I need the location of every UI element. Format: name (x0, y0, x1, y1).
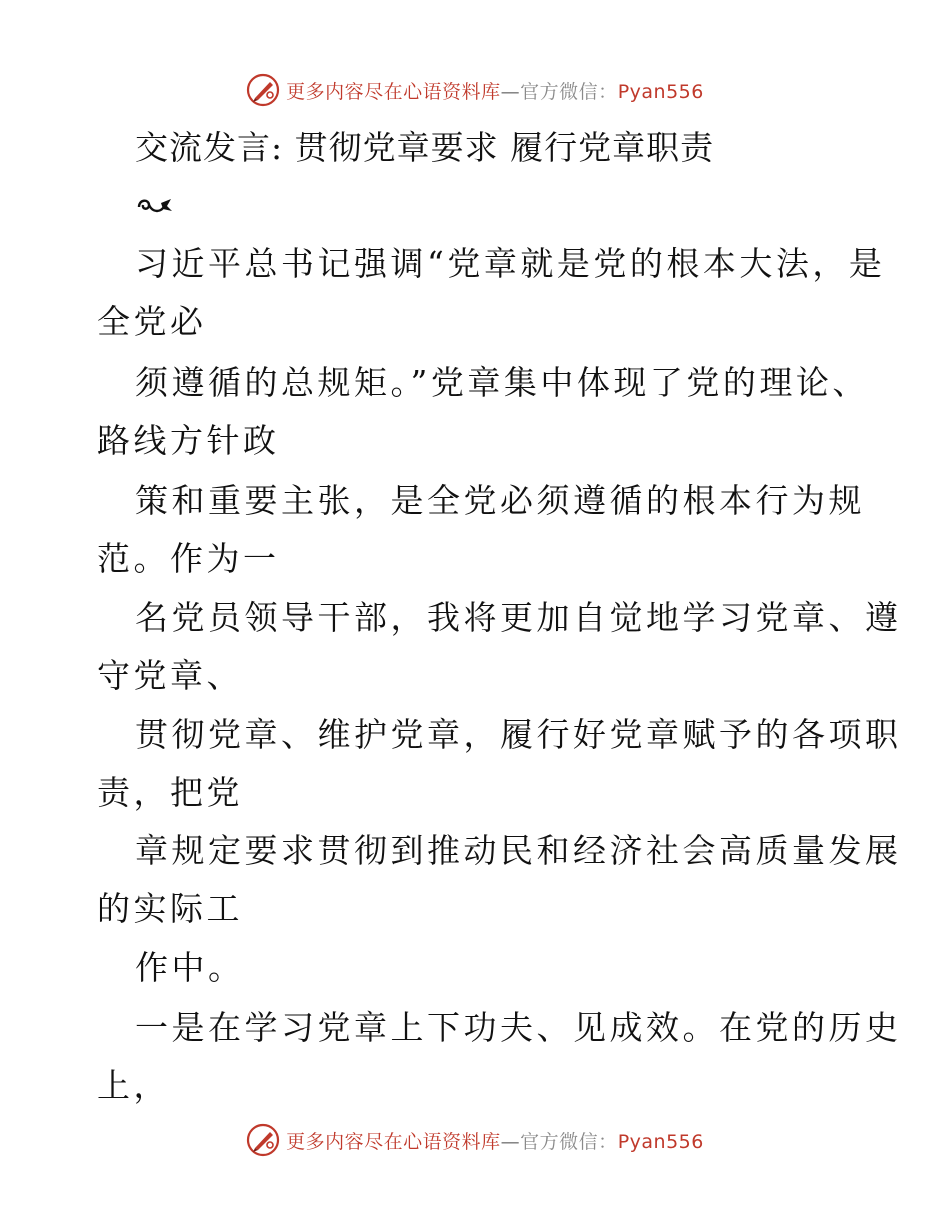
footer-watermark (0, 1120, 950, 1160)
watermark-wechat-label: 官方微信： (520, 80, 618, 103)
text-line: 策和重要主张，是全党必须遵循的根本行为规 (135, 481, 865, 520)
flourish-ornament-icon (135, 193, 175, 219)
pen-logo-icon (246, 1123, 280, 1157)
text-line: 路线方针政 (97, 421, 280, 460)
text-line: 的实际工 (97, 889, 243, 928)
watermark-dash: — (500, 1130, 521, 1153)
watermark-wechat-id: Pyan556 (617, 1130, 704, 1153)
watermark-text (286, 1127, 704, 1154)
watermark-dash: — (500, 80, 521, 103)
text-line: 一是在学习党章上下功夫、见成效。在党的历史 (135, 1008, 902, 1047)
text-line: 名党员领导干部，我将更加自觉地学习党章、遵 (135, 598, 902, 637)
text-line: 范。作为一 (97, 539, 280, 578)
text-line: 贯彻党章、维护党章，履行好党章赋予的各项职 (135, 715, 902, 754)
text-line: 习近平总书记强调“党章就是党的根本大法，是 (135, 244, 886, 283)
text-line: 须遵循的总规矩。”党章集中体现了党的理论、 (135, 363, 869, 402)
header-watermark (0, 70, 950, 110)
watermark-wechat-id: Pyan556 (617, 80, 704, 103)
watermark-main: 更多内容尽在心语资料库 (286, 1130, 501, 1153)
watermark-text (286, 77, 704, 104)
pen-logo-icon (246, 73, 280, 107)
text-line: 全党必 (97, 302, 207, 341)
watermark-main: 更多内容尽在心语资料库 (286, 80, 501, 103)
text-line: 上， (97, 1066, 170, 1105)
watermark-wechat-label: 官方微信： (520, 1130, 618, 1153)
text-line: 章规定要求贯彻到推动民和经济社会高质量发展 (135, 831, 902, 870)
text-line: 责，把党 (97, 773, 243, 812)
text-line: 作中。 (135, 948, 245, 987)
text-line: 守党章、 (97, 656, 243, 695)
document-title: 交流发言: 贯彻党章要求 履行党章职责 (135, 128, 715, 167)
